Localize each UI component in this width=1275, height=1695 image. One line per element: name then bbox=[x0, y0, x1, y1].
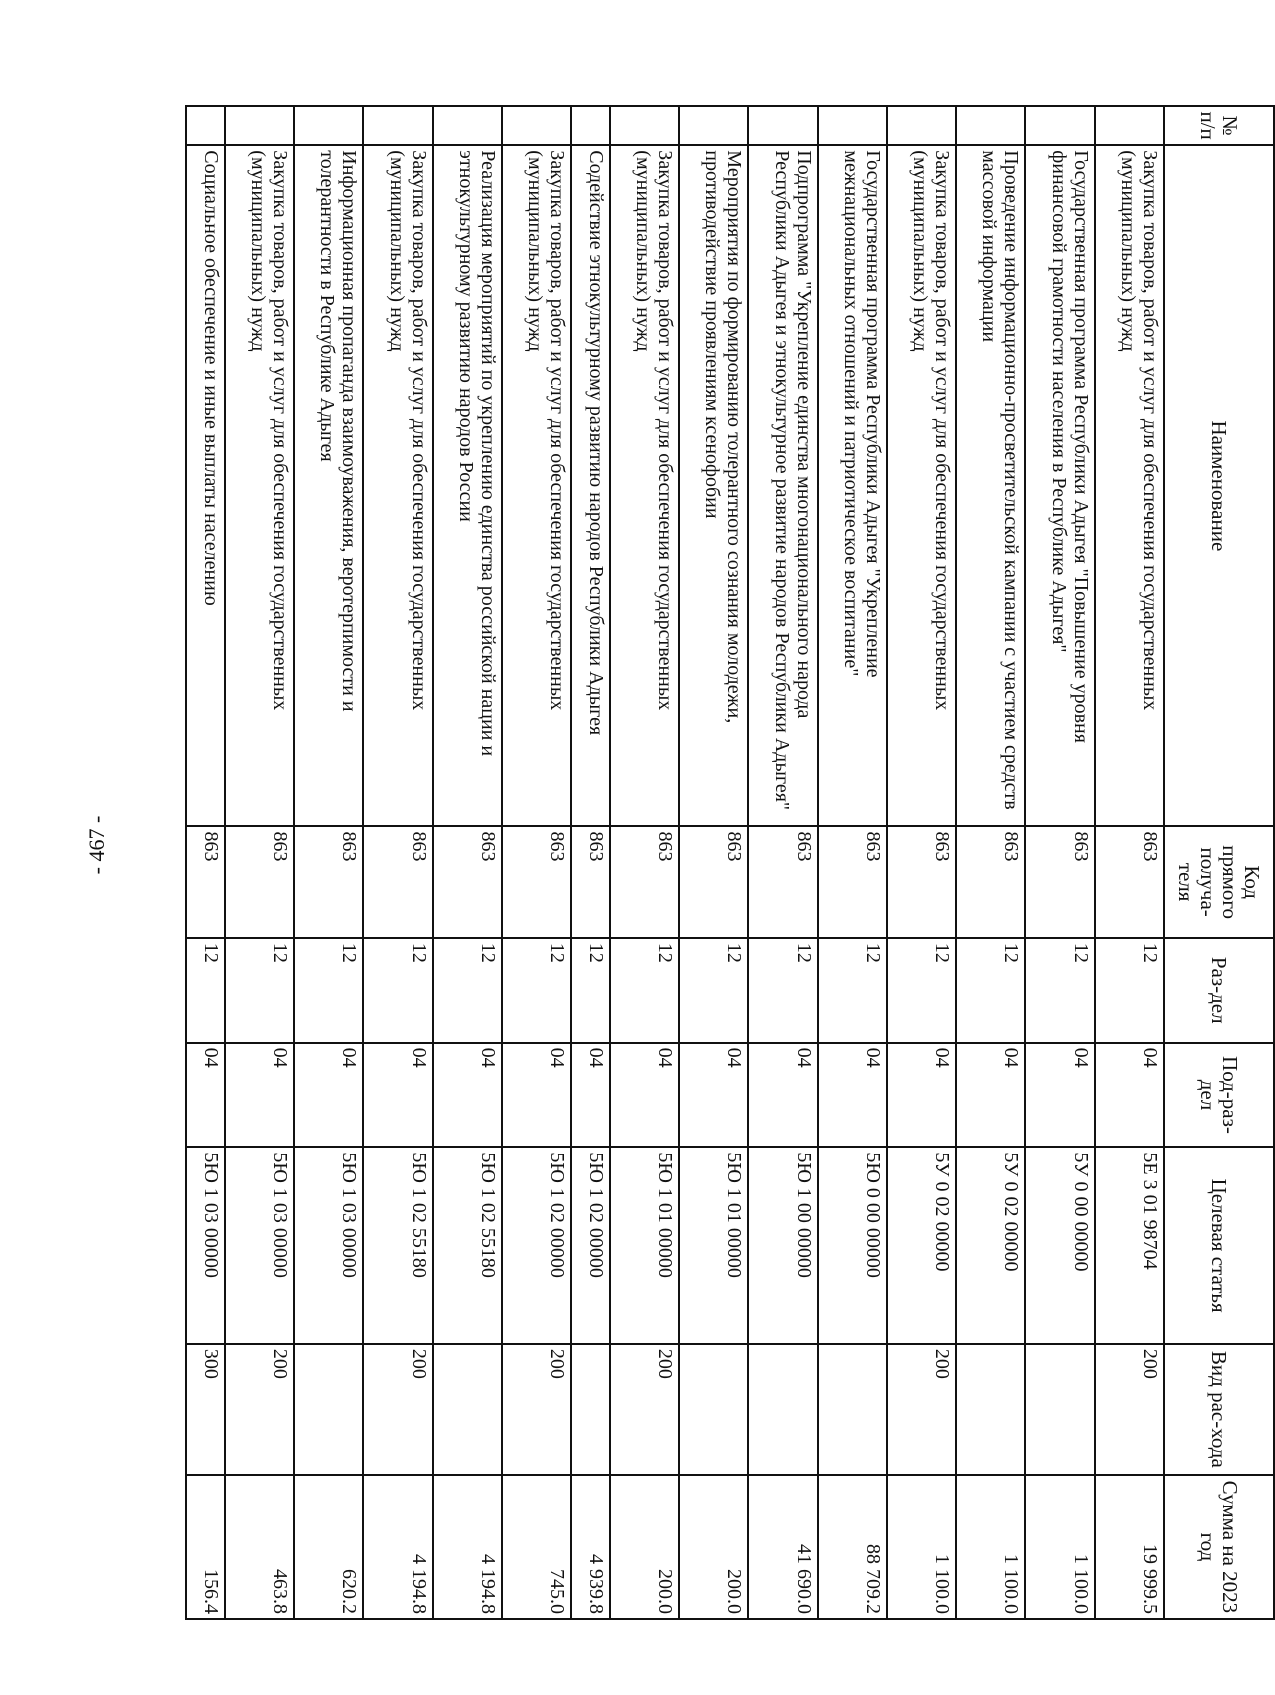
cell-target-article: 5Ю 1 03 00000 bbox=[225, 1147, 294, 1343]
cell-recipient-code: 863 bbox=[363, 826, 432, 937]
table-row bbox=[294, 106, 363, 1619]
cell-subsection: 04 bbox=[502, 1043, 571, 1148]
cell-section: 12 bbox=[887, 938, 956, 1043]
cell-amount: 4 939.8 bbox=[571, 1475, 610, 1619]
cell-subsection: 04 bbox=[818, 1043, 887, 1148]
cell-subsection: 04 bbox=[363, 1043, 432, 1148]
cell-amount: 4 194.8 bbox=[433, 1475, 502, 1619]
cell-expense-type: 200 bbox=[225, 1344, 294, 1475]
cell-target-article: 5Ю 1 01 00000 bbox=[610, 1147, 679, 1343]
cell-section: 12 bbox=[818, 938, 887, 1043]
cell-recipient-code: 863 bbox=[186, 826, 225, 937]
cell-no bbox=[1095, 106, 1164, 145]
cell-expense-type: 200 bbox=[363, 1344, 432, 1475]
cell-no bbox=[294, 106, 363, 145]
table-row bbox=[956, 106, 1025, 1619]
table-row bbox=[818, 106, 887, 1619]
cell-name: Закупка товаров, работ и услуг для обеспечения государственных (муниципальных) нужд bbox=[887, 145, 956, 826]
cell-name: Закупка товаров, работ и услуг для обеспечения государственных (муниципальных) нужд bbox=[225, 145, 294, 826]
table-row bbox=[502, 106, 571, 1619]
cell-recipient-code: 863 bbox=[1095, 826, 1164, 937]
cell-no bbox=[818, 106, 887, 145]
cell-target-article: 5Ю 1 03 00000 bbox=[186, 1147, 225, 1343]
cell-name: Подпрограмма "Укрепление единства многонационального народа Республики Адыгея и этнокультурное развитие народов Республики Адыгея" bbox=[749, 145, 818, 826]
cell-subsection: 04 bbox=[887, 1043, 956, 1148]
cell-target-article: 5Ю 1 02 00000 bbox=[571, 1147, 610, 1343]
cell-name: Закупка товаров, работ и услуг для обеспечения государственных (муниципальных) нужд bbox=[1095, 145, 1164, 826]
cell-target-article: 5Ю 1 00 00000 bbox=[749, 1147, 818, 1343]
header-target-article: Целевая статья bbox=[1164, 1147, 1274, 1343]
cell-target-article: 5Ю 1 03 00000 bbox=[294, 1147, 363, 1343]
cell-recipient-code: 863 bbox=[502, 826, 571, 937]
cell-recipient-code: 863 bbox=[294, 826, 363, 937]
cell-amount: 1 100.0 bbox=[887, 1475, 956, 1619]
cell-name: Закупка товаров, работ и услуг для обеспечения государственных (муниципальных) нужд bbox=[363, 145, 432, 826]
cell-amount: 200.0 bbox=[679, 1475, 748, 1619]
page-number: - 467 - bbox=[84, 815, 109, 875]
cell-expense-type: 200 bbox=[610, 1344, 679, 1475]
table-row bbox=[679, 106, 748, 1619]
cell-section: 12 bbox=[502, 938, 571, 1043]
header-amount: Сумма на 2023 год bbox=[1164, 1475, 1274, 1619]
cell-section: 12 bbox=[433, 938, 502, 1043]
table-row bbox=[749, 106, 818, 1619]
header-no: № п/п bbox=[1164, 106, 1274, 145]
cell-subsection: 04 bbox=[610, 1043, 679, 1148]
cell-recipient-code: 863 bbox=[610, 826, 679, 937]
cell-recipient-code: 863 bbox=[571, 826, 610, 937]
cell-no bbox=[1026, 106, 1095, 145]
cell-subsection: 04 bbox=[1095, 1043, 1164, 1148]
cell-no bbox=[225, 106, 294, 145]
cell-expense-type bbox=[818, 1344, 887, 1475]
cell-amount: 620.2 bbox=[294, 1475, 363, 1619]
cell-amount: 4 194.8 bbox=[363, 1475, 432, 1619]
cell-subsection: 04 bbox=[679, 1043, 748, 1148]
cell-target-article: 5Ю 1 02 00000 bbox=[502, 1147, 571, 1343]
cell-expense-type bbox=[571, 1344, 610, 1475]
cell-name: Государственная программа Республики Адыгея "Повышение уровня финансовой грамотности населения в Республике Адыгея" bbox=[1026, 145, 1095, 826]
cell-expense-type bbox=[749, 1344, 818, 1475]
cell-section: 12 bbox=[363, 938, 432, 1043]
cell-name: Мероприятия по формированию толерантного сознания молодежи, противодействие проявлениям ксенофобии bbox=[679, 145, 748, 826]
table-header-row bbox=[1164, 106, 1274, 1619]
cell-expense-type bbox=[1026, 1344, 1095, 1475]
cell-section: 12 bbox=[749, 938, 818, 1043]
cell-no bbox=[956, 106, 1025, 145]
cell-expense-type: 200 bbox=[502, 1344, 571, 1475]
table-row bbox=[433, 106, 502, 1619]
cell-target-article: 5Е 3 01 98704 bbox=[1095, 1147, 1164, 1343]
cell-section: 12 bbox=[1095, 938, 1164, 1043]
cell-amount: 463.8 bbox=[225, 1475, 294, 1619]
cell-no bbox=[610, 106, 679, 145]
table-row bbox=[887, 106, 956, 1619]
header-subsection: Под-раз-дел bbox=[1164, 1043, 1274, 1148]
header-expense-type: Вид рас-хода bbox=[1164, 1344, 1274, 1475]
cell-target-article: 5Ю 1 01 00000 bbox=[679, 1147, 748, 1343]
cell-subsection: 04 bbox=[186, 1043, 225, 1148]
cell-section: 12 bbox=[1026, 938, 1095, 1043]
cell-expense-type bbox=[294, 1344, 363, 1475]
cell-recipient-code: 863 bbox=[1026, 826, 1095, 937]
header-name: Наименование bbox=[1164, 145, 1274, 826]
cell-target-article: 5Ю 1 02 55180 bbox=[433, 1147, 502, 1343]
cell-expense-type bbox=[433, 1344, 502, 1475]
cell-name: Информационная пропаганда взаимоуважения, веротерпимости и толерантности в Республике Адыгея bbox=[294, 145, 363, 826]
cell-amount: 1 100.0 bbox=[1026, 1475, 1095, 1619]
cell-name: Государственная программа Республики Адыгея "Укрепление межнациональных отношений и патриотическое воспитание" bbox=[818, 145, 887, 826]
table-row bbox=[363, 106, 432, 1619]
cell-amount: 41 690.0 bbox=[749, 1475, 818, 1619]
cell-subsection: 04 bbox=[749, 1043, 818, 1148]
table-row bbox=[610, 106, 679, 1619]
cell-name: Закупка товаров, работ и услуг для обеспечения государственных (муниципальных) нужд bbox=[502, 145, 571, 826]
cell-amount: 200.0 bbox=[610, 1475, 679, 1619]
cell-no bbox=[363, 106, 432, 145]
cell-recipient-code: 863 bbox=[225, 826, 294, 937]
cell-expense-type bbox=[956, 1344, 1025, 1475]
cell-target-article: 5У 0 02 00000 bbox=[887, 1147, 956, 1343]
cell-target-article: 5Ю 0 00 00000 bbox=[818, 1147, 887, 1343]
cell-section: 12 bbox=[679, 938, 748, 1043]
header-recipient-code: Код прямого получа-теля bbox=[1164, 826, 1274, 937]
cell-no bbox=[679, 106, 748, 145]
cell-no bbox=[186, 106, 225, 145]
cell-subsection: 04 bbox=[1026, 1043, 1095, 1148]
cell-name: Закупка товаров, работ и услуг для обеспечения государственных (муниципальных) нужд bbox=[610, 145, 679, 826]
cell-subsection: 04 bbox=[956, 1043, 1025, 1148]
cell-amount: 156.4 bbox=[186, 1475, 225, 1619]
cell-expense-type bbox=[679, 1344, 748, 1475]
cell-subsection: 04 bbox=[294, 1043, 363, 1148]
table-row bbox=[1095, 106, 1164, 1619]
cell-recipient-code: 863 bbox=[749, 826, 818, 937]
cell-subsection: 04 bbox=[225, 1043, 294, 1148]
cell-no bbox=[433, 106, 502, 145]
cell-no bbox=[571, 106, 610, 145]
cell-no bbox=[749, 106, 818, 145]
cell-amount: 19 999.5 bbox=[1095, 1475, 1164, 1619]
cell-expense-type: 300 bbox=[186, 1344, 225, 1475]
cell-amount: 745.0 bbox=[502, 1475, 571, 1619]
cell-section: 12 bbox=[225, 938, 294, 1043]
cell-no bbox=[502, 106, 571, 145]
cell-expense-type: 200 bbox=[1095, 1344, 1164, 1475]
cell-recipient-code: 863 bbox=[433, 826, 502, 937]
cell-recipient-code: 863 bbox=[818, 826, 887, 937]
cell-name: Содействие этнокультурному развитию народов Республики Адыгея bbox=[571, 145, 610, 826]
cell-recipient-code: 863 bbox=[956, 826, 1025, 937]
cell-section: 12 bbox=[610, 938, 679, 1043]
cell-section: 12 bbox=[186, 938, 225, 1043]
cell-recipient-code: 863 bbox=[679, 826, 748, 937]
table-row bbox=[225, 106, 294, 1619]
cell-target-article: 5У 0 00 00000 bbox=[1026, 1147, 1095, 1343]
cell-no bbox=[887, 106, 956, 145]
cell-expense-type: 200 bbox=[887, 1344, 956, 1475]
table-row bbox=[1026, 106, 1095, 1619]
cell-subsection: 04 bbox=[571, 1043, 610, 1148]
header-section: Раз-дел bbox=[1164, 938, 1274, 1043]
cell-amount: 1 100.0 bbox=[956, 1475, 1025, 1619]
table-row bbox=[186, 106, 225, 1619]
cell-section: 12 bbox=[294, 938, 363, 1043]
budget-table bbox=[185, 105, 1275, 1620]
budget-table-wrapper bbox=[185, 105, 1275, 1620]
cell-target-article: 5У 0 02 00000 bbox=[956, 1147, 1025, 1343]
cell-subsection: 04 bbox=[433, 1043, 502, 1148]
cell-recipient-code: 863 bbox=[887, 826, 956, 937]
cell-amount: 88 709.2 bbox=[818, 1475, 887, 1619]
cell-name: Социальное обеспечение и иные выплаты населению bbox=[186, 145, 225, 826]
cell-name: Проведение информационно-просветительской кампании с участием средств массовой информации bbox=[956, 145, 1025, 826]
cell-section: 12 bbox=[571, 938, 610, 1043]
cell-name: Реализация мероприятий по укреплению единства российской нации и этнокультурному развитию народов России bbox=[433, 145, 502, 826]
cell-section: 12 bbox=[956, 938, 1025, 1043]
cell-target-article: 5Ю 1 02 55180 bbox=[363, 1147, 432, 1343]
table-row bbox=[571, 106, 610, 1619]
